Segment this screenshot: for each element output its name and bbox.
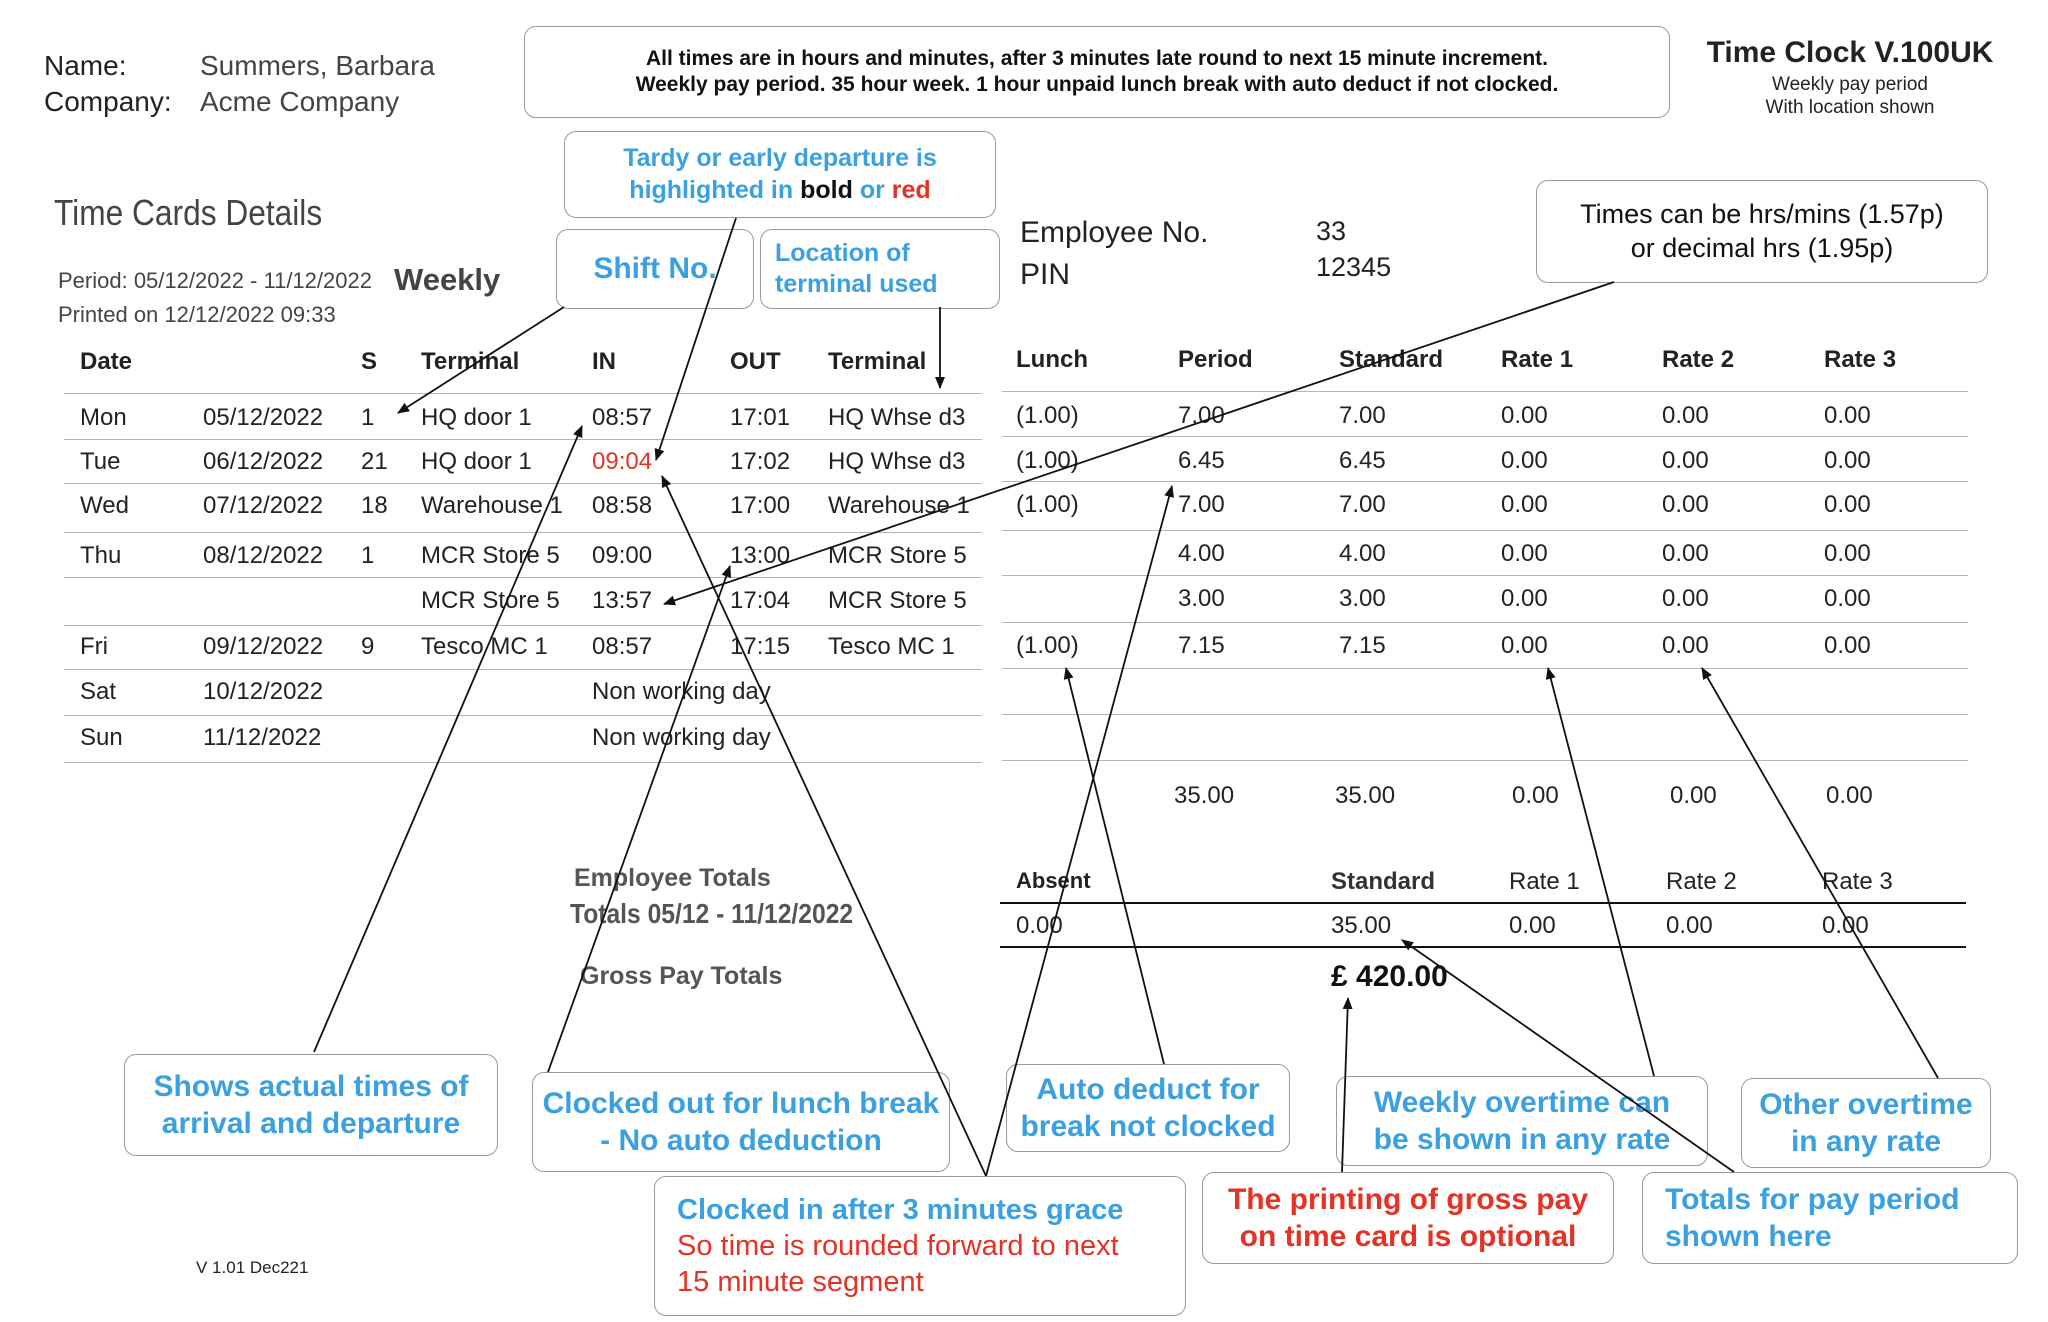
cell-date: 07/12/2022 — [203, 492, 324, 519]
callout-location-line1: Location of — [775, 238, 910, 267]
cell-rate3: 0.00 — [1824, 540, 1871, 567]
product-sub2: With location shown — [1765, 97, 1935, 118]
callout-time-format-line1: Times can be hrs/mins (1.57p) — [1580, 198, 1944, 229]
col-header-in: IN — [592, 348, 616, 375]
cell-rate1: 0.00 — [1501, 491, 1548, 518]
cell-out: 17:04 — [730, 587, 791, 614]
page-title: Time Cards Details — [54, 192, 323, 233]
cell-period: 4.00 — [1178, 540, 1225, 567]
row-divider — [64, 762, 982, 763]
employee-no-label: Employee No. — [1020, 216, 1209, 249]
cell-day: Wed — [80, 492, 129, 519]
callout-grace-line2: So time is rounded forward to next — [677, 1229, 1119, 1262]
cell-standard: 7.15 — [1339, 632, 1386, 659]
policy-notice-line1: All times are in hours and minutes, after 3 minutes late round to next 15 minute increment. — [645, 46, 1549, 70]
cell-shift: 1 — [361, 542, 375, 569]
col-header-standard: Standard — [1339, 346, 1444, 373]
callout-other-overtime — [1741, 1078, 1991, 1168]
col-header-rate3: Rate 3 — [1824, 346, 1897, 373]
cell-day: Fri — [80, 633, 108, 660]
total-standard: 35.00 — [1335, 782, 1396, 809]
row-divider — [1002, 714, 1968, 715]
col-header-total-rate2: Rate 2 — [1666, 868, 1737, 895]
row-divider — [64, 577, 982, 578]
cell-rate3: 0.00 — [1824, 491, 1871, 518]
cell-in: 08:57 — [592, 633, 653, 660]
cell-rate2: 0.00 — [1662, 402, 1709, 429]
callout-time-format-line2: or decimal hrs (1.95p) — [1630, 232, 1894, 263]
cell-standard: 6.45 — [1339, 447, 1386, 474]
cell-in: 08:58 — [592, 492, 653, 519]
printed-on: Printed on 12/12/2022 09:33 — [58, 302, 336, 327]
row-divider — [1002, 391, 1968, 392]
cell-rate3: 0.00 — [1824, 402, 1871, 429]
cell-day: Tue — [80, 448, 121, 475]
name-label: Name: — [44, 50, 127, 81]
callout-grace-line1: Clocked in after 3 minutes grace — [677, 1193, 1124, 1226]
cell-terminal-in: Tesco MC 1 — [421, 633, 548, 660]
total-rate2-value: 0.00 — [1666, 912, 1713, 939]
row-divider — [1002, 530, 1968, 531]
cell-period: 7.15 — [1178, 632, 1225, 659]
cell-day: Thu — [80, 542, 122, 569]
cell-rate1: 0.00 — [1501, 447, 1548, 474]
row-divider — [64, 715, 982, 716]
cell-shift: 18 — [361, 492, 388, 519]
arrow-auto-deduct — [1066, 668, 1164, 1064]
cell-day: Mon — [80, 404, 127, 431]
col-header-total-rate3: Rate 3 — [1822, 868, 1893, 895]
row-divider — [64, 669, 982, 670]
callout-tardy-line1: Tardy or early departure is — [623, 144, 937, 173]
cell-date: 06/12/2022 — [203, 448, 324, 475]
total-standard-value: 35.00 — [1331, 912, 1392, 939]
arrow-other-overtime — [1702, 668, 1938, 1078]
cell-in: 09:00 — [592, 542, 653, 569]
callout-tardy-red: red — [891, 175, 931, 204]
cell-rate2: 0.00 — [1662, 491, 1709, 518]
totals-rule-bottom — [1000, 946, 1966, 948]
col-header-terminal-out: Terminal — [828, 348, 927, 375]
total-rate1-value: 0.00 — [1509, 912, 1556, 939]
product-title: Time Clock V.100UK — [1706, 36, 1994, 69]
cell-non-working: Non working day — [592, 724, 771, 751]
gross-pay-value: £ 420.00 — [1331, 960, 1448, 993]
cell-terminal-out: Warehouse 1 — [828, 492, 970, 519]
row-divider — [1002, 575, 1968, 576]
cell-out: 13:00 — [730, 542, 791, 569]
cell-out: 17:02 — [730, 448, 791, 475]
cell-date: 11/12/2022 — [203, 724, 322, 751]
cell-period: 6.45 — [1178, 447, 1225, 474]
callout-time-format — [1536, 180, 1988, 283]
cell-date: 05/12/2022 — [203, 404, 324, 431]
policy-notice — [524, 26, 1670, 118]
product-sub1: Weekly pay period — [1772, 74, 1928, 95]
cell-day: Sat — [80, 678, 117, 705]
period-range: Period: 05/12/2022 - 11/12/2022 — [58, 268, 372, 293]
callout-gross-optional — [1202, 1172, 1614, 1264]
arrow-grace — [662, 476, 986, 1176]
row-divider — [1002, 622, 1968, 623]
policy-notice-line2: Weekly pay period. 35 hour week. 1 hour unpaid lunch break with auto deduct if not clocked. — [635, 73, 1559, 96]
total-rate3-value: 0.00 — [1822, 912, 1869, 939]
version-label: V 1.01 Dec221 — [196, 1258, 309, 1277]
cell-terminal-out: Tesco MC 1 — [828, 633, 955, 660]
employee-totals-label: Employee Totals — [574, 864, 771, 892]
cell-period: 3.00 — [1178, 585, 1225, 612]
row-divider — [64, 532, 982, 533]
col-header-date: Date — [80, 348, 133, 375]
callout-location — [760, 229, 1000, 309]
total-rate2: 0.00 — [1670, 782, 1717, 809]
row-divider — [64, 439, 982, 440]
col-header-total-standard: Standard — [1331, 868, 1436, 895]
cell-date: 09/12/2022 — [203, 633, 324, 660]
cell-lunch: (1.00) — [1016, 402, 1079, 429]
col-header-shift: S — [361, 348, 378, 375]
cell-terminal-in: MCR Store 5 — [421, 542, 560, 569]
callout-weekly-ot-line1: Weekly overtime can — [1373, 1085, 1671, 1119]
cell-out: 17:01 — [730, 404, 791, 431]
company-value: Acme Company — [200, 86, 400, 117]
callout-gross-line2: on time card is optional — [1239, 1220, 1577, 1253]
callout-grace-line3: 15 minute segment — [677, 1266, 924, 1299]
row-divider — [64, 483, 982, 484]
name-value: Summers, Barbara — [200, 50, 435, 81]
cell-period: 7.00 — [1178, 402, 1225, 429]
row-divider — [64, 393, 982, 394]
row-divider — [64, 625, 982, 626]
cell-terminal-in: Warehouse 1 — [421, 492, 563, 519]
callout-lunch-clocked — [532, 1072, 950, 1172]
pin-label: PIN — [1020, 258, 1071, 291]
callout-tardy-line2 — [629, 175, 930, 206]
col-header-period: Period — [1178, 346, 1253, 373]
callout-actual-line1: Shows actual times of — [153, 1069, 469, 1103]
callout-auto-deduct — [1006, 1064, 1290, 1152]
cell-date: 08/12/2022 — [203, 542, 324, 569]
cell-rate1: 0.00 — [1501, 585, 1548, 612]
total-rate3: 0.00 — [1826, 782, 1873, 809]
callout-auto-line2: break not clocked — [1020, 1110, 1276, 1143]
cell-shift: 21 — [361, 448, 388, 475]
row-divider — [1002, 668, 1968, 669]
callout-other-ot-line2: in any rate — [1790, 1125, 1942, 1158]
callout-gross-line1: The printing of gross pay — [1227, 1182, 1588, 1216]
row-divider — [1002, 436, 1968, 437]
col-header-absent: Absent — [1016, 868, 1091, 893]
callout-auto-line1: Auto deduct for — [1036, 1072, 1260, 1106]
row-divider — [1002, 760, 1968, 761]
cell-lunch: (1.00) — [1016, 632, 1079, 659]
col-header-lunch: Lunch — [1016, 346, 1088, 373]
cell-out: 17:15 — [730, 633, 791, 660]
cell-rate1: 0.00 — [1501, 632, 1548, 659]
cell-standard: 7.00 — [1339, 402, 1386, 429]
pin-value: 12345 — [1316, 252, 1392, 282]
cell-terminal-in: HQ door 1 — [421, 448, 532, 475]
callout-tardy-or: or — [852, 175, 892, 204]
cell-terminal-out: HQ Whse d3 — [828, 448, 966, 475]
total-rate1: 0.00 — [1512, 782, 1559, 809]
cell-in-late: 09:04 — [592, 448, 653, 475]
cell-terminal-out: MCR Store 5 — [828, 542, 967, 569]
company-label: Company: — [44, 86, 172, 117]
col-header-total-rate1: Rate 1 — [1509, 868, 1580, 895]
cell-terminal-in: HQ door 1 — [421, 404, 532, 431]
gross-pay-label: Gross Pay Totals — [580, 962, 783, 990]
employee-no-value: 33 — [1316, 216, 1347, 246]
employee-totals-range: Totals 05/12 - 11/12/2022 — [570, 898, 854, 929]
row-divider — [1002, 481, 1968, 482]
cell-rate1: 0.00 — [1501, 540, 1548, 567]
cell-standard: 3.00 — [1339, 585, 1386, 612]
cell-lunch: (1.00) — [1016, 491, 1079, 518]
callout-period-totals — [1642, 1172, 2018, 1264]
cell-in: 13:57 — [592, 587, 653, 614]
callout-location-line2: terminal used — [775, 270, 938, 298]
callout-weekly-overtime — [1336, 1076, 1708, 1166]
col-header-terminal-in: Terminal — [421, 348, 520, 375]
cell-lunch: (1.00) — [1016, 447, 1079, 474]
callout-lunch-line2: - No auto deduction — [600, 1124, 882, 1157]
cell-out: 17:00 — [730, 492, 791, 519]
callout-shift-text: Shift No. — [593, 252, 717, 286]
callout-shift-no — [556, 229, 754, 309]
cell-terminal-in: MCR Store 5 — [421, 587, 560, 614]
arrow-time-format — [664, 282, 1614, 604]
callout-lunch-line1: Clocked out for lunch break — [542, 1086, 940, 1120]
total-period: 35.00 — [1174, 782, 1235, 809]
cell-rate3: 0.00 — [1824, 632, 1871, 659]
callout-actual-times — [124, 1054, 498, 1156]
callout-totals-line1: Totals for pay period — [1665, 1182, 1960, 1216]
cell-rate2: 0.00 — [1662, 585, 1709, 612]
cell-in: 08:57 — [592, 404, 653, 431]
cell-day: Sun — [80, 724, 123, 751]
cell-terminal-out: HQ Whse d3 — [828, 404, 966, 431]
cell-date: 10/12/2022 — [203, 678, 324, 705]
cell-standard: 4.00 — [1339, 540, 1386, 567]
cell-rate3: 0.00 — [1824, 585, 1871, 612]
callout-weekly-ot-line2: be shown in any rate — [1373, 1123, 1671, 1156]
cell-rate2: 0.00 — [1662, 632, 1709, 659]
cell-shift: 1 — [361, 404, 375, 431]
col-header-out: OUT — [730, 348, 781, 375]
cell-standard: 7.00 — [1339, 491, 1386, 518]
cell-non-working: Non working day — [592, 678, 771, 705]
cell-period: 7.00 — [1178, 491, 1225, 518]
callout-other-ot-line1: Other overtime — [1759, 1087, 1973, 1121]
total-absent-value: 0.00 — [1016, 912, 1063, 939]
callout-totals-line2: shown here — [1665, 1220, 1832, 1253]
cell-rate1: 0.00 — [1501, 402, 1548, 429]
callout-grace — [654, 1176, 1186, 1316]
cell-rate2: 0.00 — [1662, 540, 1709, 567]
totals-rule-top — [1000, 902, 1966, 904]
callout-tardy-bold: bold — [800, 175, 853, 204]
col-header-rate1: Rate 1 — [1501, 346, 1574, 373]
col-header-rate2: Rate 2 — [1662, 346, 1735, 373]
callout-tardy — [564, 131, 996, 218]
period-type: Weekly — [394, 262, 501, 297]
cell-rate3: 0.00 — [1824, 447, 1871, 474]
callout-tardy-text: highlighted in — [629, 175, 801, 204]
cell-shift: 9 — [361, 633, 375, 660]
cell-rate2: 0.00 — [1662, 447, 1709, 474]
cell-terminal-out: MCR Store 5 — [828, 587, 967, 614]
callout-actual-line2: arrival and departure — [161, 1107, 461, 1140]
